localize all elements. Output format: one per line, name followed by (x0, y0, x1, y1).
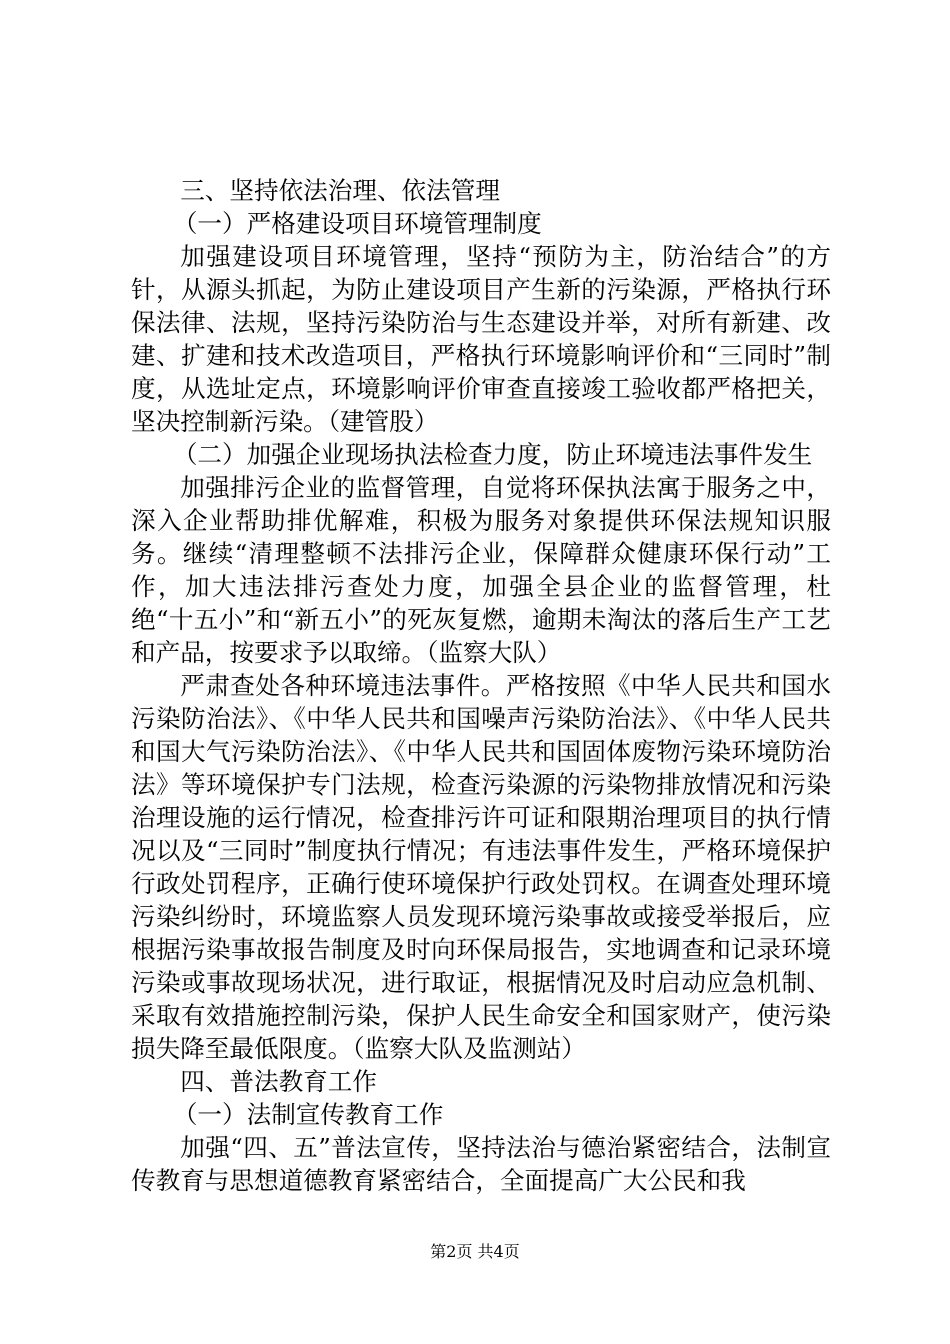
body-paragraph: 加强排污企业的监督管理，自觉将环保执法寓于服务之中，深入企业帮助排优解难，积极为服务对象提供环保法规知识服务。继续“清理整顿不法排污企业，保障群众健康环保行动”工作，加大违法排污查处力度，加强全县企业的监督管理，杜绝“十五小”和“新五小”的死灰复燃，逾期未淘汰的落后生产工艺和产品，按要求予以取缔。（监察大队） (131, 473, 831, 667)
section-heading: 三、坚持依法治理、依法管理 (180, 176, 500, 205)
subsection-heading: （一）严格建设项目环境管理制度 (172, 209, 542, 238)
body-paragraph: 严肃查处各种环境违法事件。严格按照《中华人民共和国水污染防治法》、《中华人民共和国噪声污染防治法》、《中华人民共和国大气污染防治法》、《中华人民共和国固体废物污染环境防治法》等环境保护专门法规，检查污染源的污染物排放情况和污染治理设施的运行情况，检查排污许可证和限期治理项目的执行情况以及“三同时”制度执行情况；有违法事件发生，严格环境保护行政处罚程序，正确行使环境保护行政处罚权。在调查处理环境污染纠纷时，环境监察人员发现环境污染事故或接受举报后，应根据污染事故报告制度及时向环保局报告，实地调查和记录环境污染或事故现场状况，进行取证，根据情况及时启动应急机制、采取有效措施控制污染，保护人民生命安全和国家财产，使污染损失降至最低限度。（监察大队及监测站） (131, 671, 831, 1063)
body-paragraph: 加强建设项目环境管理，坚持“预防为主，防治结合”的方针，从源头抓起，为防止建设项目产生新的污染源，严格执行环保法律、法规，坚持污染防治与生态建设并举，对所有新建、改建、扩建和技术改造项目，严格执行环境影响评价和“三同时”制度，从选址定点，环境影响评价审查直接竣工验收都严格把关，坚决控制新污染。（建管股） (131, 242, 831, 436)
subsection-heading: （一）法制宣传教育工作 (172, 1100, 444, 1129)
body-paragraph: 加强“四、五”普法宣传，坚持法治与德治紧密结合，法制宣传教育与思想道德教育紧密结合，全面提高广大公民和我 (131, 1133, 831, 1195)
subsection-heading: （二）加强企业现场执法检查力度，防止环境违法事件发生 (172, 440, 813, 469)
page-footer: 第2页 共4页 (430, 1242, 520, 1261)
document-body (131, 174, 831, 1197)
section-heading: 四、普法教育工作 (180, 1067, 377, 1096)
